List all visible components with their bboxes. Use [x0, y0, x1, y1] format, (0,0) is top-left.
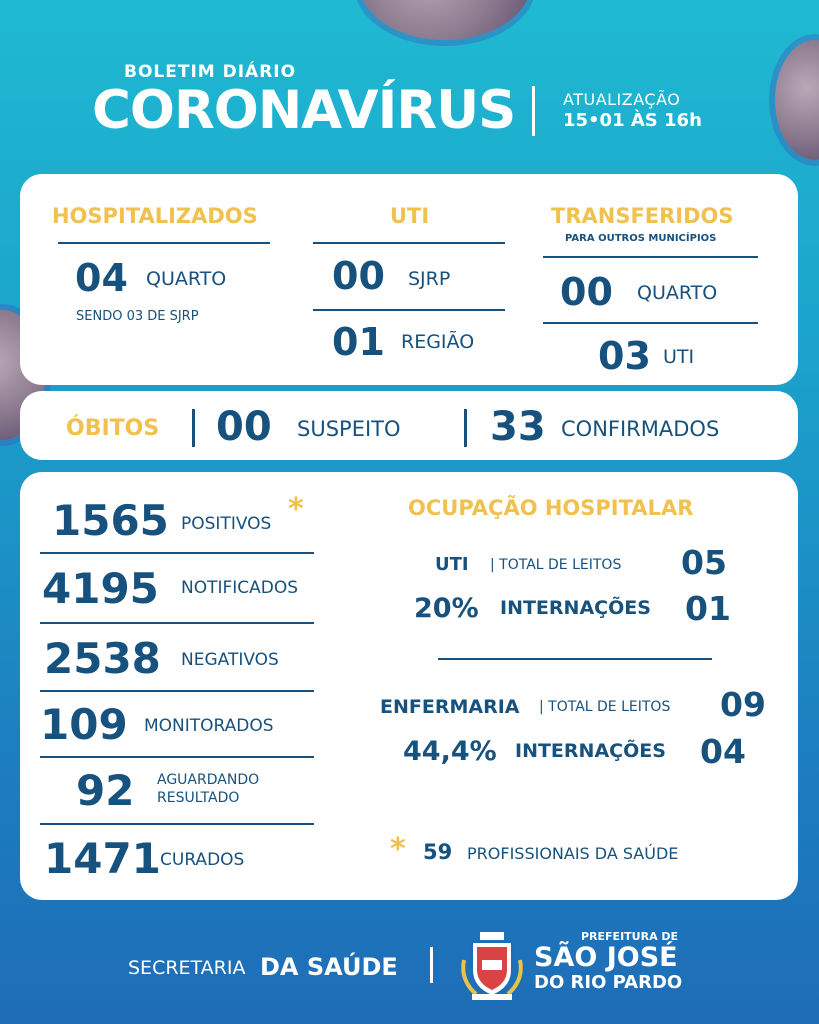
hospitalizados-unit: QUARTO [146, 268, 227, 290]
footer-divider [430, 947, 433, 983]
hospitalizados-note: SENDO 03 DE SJRP [76, 309, 199, 324]
header [0, 0, 819, 170]
page-title: CORONAVÍRUS [92, 80, 516, 141]
divider [40, 552, 314, 554]
ocupacao-uti-total-label: | TOTAL DE LEITOS [490, 557, 622, 573]
hospitalizados-title: HOSPITALIZADOS [52, 204, 258, 228]
stats-card [20, 472, 798, 900]
ocupacao-uti-percent: 20% [414, 593, 479, 624]
notificados-count: 4195 [42, 564, 159, 613]
transferidos-uti-label: UTI [663, 346, 695, 368]
transferidos-uti-count: 03 [598, 334, 651, 378]
divider [40, 756, 314, 758]
ocupacao-enf-label: ENFERMARIA [380, 696, 520, 718]
divider [58, 242, 270, 244]
uti-sjrp-label: SJRP [408, 268, 451, 290]
ocupacao-enf-intern-label: INTERNAÇÕES [515, 740, 666, 762]
obitos-suspeito-count: 00 [216, 404, 272, 450]
transferidos-title: TRANSFERIDOS [551, 204, 734, 228]
monitorados-count: 109 [40, 700, 128, 749]
uti-regiao-count: 01 [332, 320, 385, 364]
transferidos-quarto-count: 00 [560, 270, 613, 314]
obitos-suspeito-label: SUSPEITO [297, 417, 401, 441]
ocupacao-enf-intern: 04 [700, 732, 746, 771]
ocupacao-uti-total: 05 [681, 543, 727, 582]
divider [543, 256, 758, 258]
negativos-count: 2538 [44, 634, 161, 683]
header-subtitle: BOLETIM DIÁRIO [124, 62, 297, 82]
hospitalizados-count: 04 [75, 256, 128, 300]
footer-secretaria: SECRETARIA [128, 957, 246, 979]
monitorados-label: MONITORADOS [144, 716, 274, 736]
update-value: 15•01 ÀS 16h [563, 110, 702, 131]
divider [313, 309, 505, 311]
footer-saude: DA SAÚDE [260, 953, 398, 981]
transferidos-quarto-label: QUARTO [637, 282, 718, 304]
curados-count: 1471 [44, 834, 161, 883]
uti-regiao-label: REGIÃO [401, 331, 475, 353]
divider [192, 409, 195, 447]
aguardando-count: 92 [76, 766, 135, 815]
divider [543, 322, 758, 324]
transferidos-subtitle: PARA OUTROS MUNICÍPIOS [565, 233, 717, 244]
divider [464, 409, 467, 447]
asterisk-icon: * [390, 832, 406, 867]
positivos-label: POSITIVOS [181, 514, 272, 534]
obitos-confirmados-count: 33 [490, 404, 546, 450]
aguardando-label-1: AGUARDANDO [157, 772, 260, 788]
ocupacao-enf-total-label: | TOTAL DE LEITOS [539, 699, 671, 715]
uti-sjrp-count: 00 [332, 254, 385, 298]
profissionais-count: 59 [423, 840, 453, 864]
ocupacao-uti-label: UTI [435, 554, 469, 575]
prefeitura-label: PREFEITURA DE [581, 930, 679, 943]
divider [40, 823, 314, 825]
header-divider [532, 86, 535, 136]
city-name-line2: DO RIO PARDO [534, 972, 683, 993]
obitos-confirmados-label: CONFIRMADOS [561, 417, 720, 441]
ocupacao-title: OCUPAÇÃO HOSPITALAR [408, 496, 694, 520]
aguardando-label-2: RESULTADO [157, 790, 240, 806]
ocupacao-uti-intern-label: INTERNAÇÕES [500, 597, 651, 619]
positivos-count: 1565 [52, 496, 169, 545]
hospital-summary-card [20, 174, 798, 385]
divider [438, 658, 712, 660]
obitos-card [20, 391, 798, 460]
divider [40, 690, 314, 692]
negativos-label: NEGATIVOS [181, 650, 279, 670]
ocupacao-enf-percent: 44,4% [403, 736, 497, 767]
city-crest-icon [458, 930, 526, 1002]
obitos-title: ÓBITOS [66, 416, 160, 441]
city-name-line1: SÃO JOSÉ [534, 942, 678, 973]
update-label: ATUALIZAÇÃO [563, 90, 681, 109]
ocupacao-enf-total: 09 [720, 685, 766, 724]
notificados-label: NOTIFICADOS [181, 578, 299, 598]
divider [313, 242, 505, 244]
ocupacao-uti-intern: 01 [685, 589, 731, 628]
uti-title: UTI [390, 204, 430, 228]
curados-label: CURADOS [160, 850, 245, 870]
profissionais-label: PROFISSIONAIS DA SAÚDE [467, 844, 679, 863]
asterisk-icon: * [288, 492, 304, 527]
divider [40, 622, 314, 624]
